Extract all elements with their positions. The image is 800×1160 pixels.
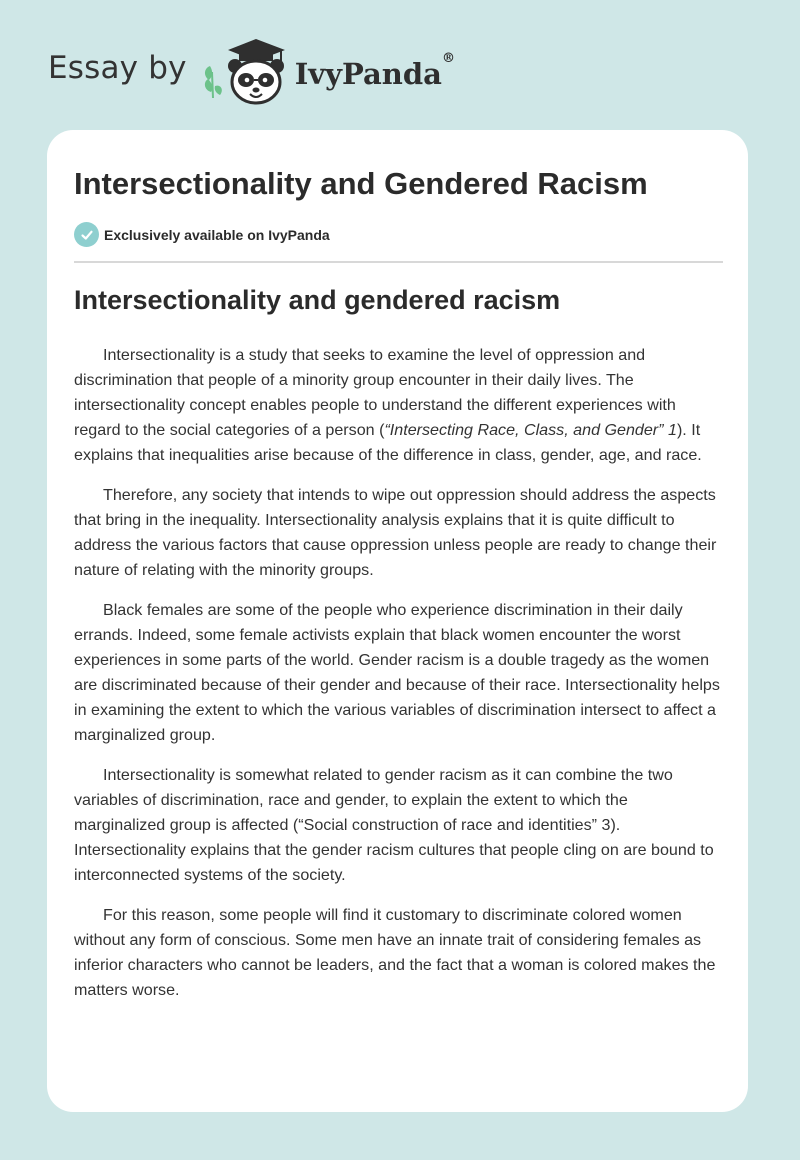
paragraph: Intersectionality is a study that seeks to examine the level of oppression and discrimination that people of a minority group encounter in their daily lives. The intersectionality concept enables people to understand the different experiences with regard to the social categories of a person (“Intersecting Race, Class, and Gender” 1). It explains that inequalities arise because of the difference in class, gender, age, and race. (74, 346, 702, 464)
check-circle-icon (74, 222, 99, 247)
brand-prefix: Essay by (48, 50, 187, 86)
paragraph: Therefore, any society that intends to wipe out oppression should address the aspects that bring in the inequality. Intersectionality analysis explains that it is quite difficult to address the various factors that cause oppression unless people are ready to change their nature of relating with the minority groups. (74, 486, 717, 579)
panda-logo-icon[interactable] (201, 36, 293, 108)
paragraph: For this reason, some people will find it customary to discriminate colored women without any form of conscious. Some men have an innate trait of considering females as inferior characters who cannot be leaders, and the fact that a woman is colored makes the matters worse. (74, 906, 716, 999)
page-title: Intersectionality and Gendered Racism (74, 166, 648, 201)
availability-badge (74, 222, 330, 247)
citation: “Intersecting Race, Class, and Gender” 1 (384, 421, 677, 439)
paragraph: Intersectionality is somewhat related to gender racism as it can combine the two variables of discrimination, race and gender, to explain the extent to which the marginalized group is affected (“Social construction of race and identities” 3). Intersectionality explains that the gender racism cultures that people cling on are bound to interconnected systems of the society. (74, 766, 714, 884)
leaf-icon (205, 66, 222, 98)
essay-card (47, 130, 748, 1112)
paragraph: Black females are some of the people who experience discrimination in their daily errands. Indeed, some female activists explain that black women encounter the worst experiences in some parts of the world. Gender racism is a double tragedy as the women are discriminated because of their gender and because of their race. Intersectionality helps in examining the extent to which the various variables of discrimination intersect to affect a marginalized group. (74, 601, 720, 744)
registered-mark: ® (441, 51, 455, 66)
brand-header (48, 36, 455, 108)
divider (74, 261, 723, 263)
essay-body (74, 343, 723, 1018)
badge-text: Exclusively available on IvyPanda (104, 226, 330, 243)
brand-name[interactable]: IvyPanda® (294, 51, 455, 91)
section-heading: Intersectionality and gendered racism (74, 285, 561, 315)
